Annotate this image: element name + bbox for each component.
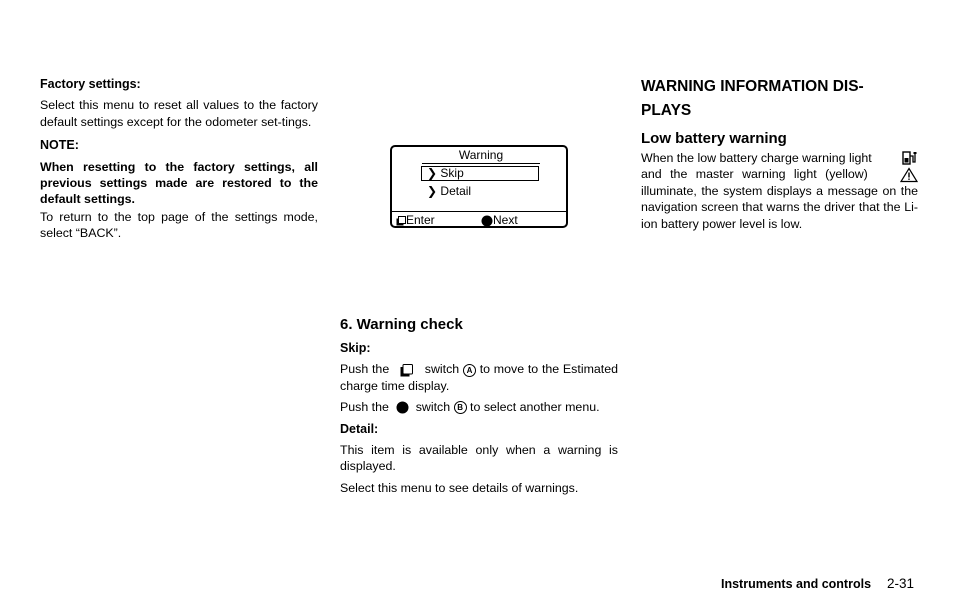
master-warning-icon: [900, 167, 918, 183]
warning-display-illustration: [390, 145, 568, 228]
chevron-right-icon: ❯: [427, 166, 438, 180]
display-item-detail-label: Detail: [440, 184, 472, 198]
low-battery-text-part1: When the low battery charge warning light: [641, 151, 872, 165]
detail-text: This item is available only when a warning is displayed.: [340, 443, 618, 474]
display-next: [481, 213, 518, 227]
warning-check-heading: 6. Warning check: [340, 316, 463, 333]
enter-switch-icon: [396, 216, 406, 226]
skip-text-part3: to move to the Estimated charge time display.: [340, 362, 619, 393]
skip-text-part2: switch: [424, 362, 460, 377]
display-item-detail: [427, 184, 471, 199]
footer-page-number: 2-31: [887, 576, 915, 591]
display-divider: [392, 211, 566, 212]
return-text: To return to the top page of the settings mode, select “BACK”.: [40, 209, 318, 241]
note-label: NOTE:: [40, 138, 79, 153]
section-heading-line2: PLAYS: [641, 102, 692, 119]
display-item-skip: [427, 166, 464, 181]
middle-column: [340, 316, 618, 501]
next-switch-icon: [481, 215, 493, 227]
footer-section-text: Instruments and controls: [721, 577, 872, 591]
skip-text-part1: Push the: [340, 362, 390, 377]
push-text-part2: switch: [415, 400, 451, 415]
push-text-part3: to select another menu.: [470, 400, 600, 415]
push-text-part1: Push the: [340, 400, 389, 415]
select-text: Select this menu to see details of warnings.: [340, 480, 579, 495]
push-text: [340, 399, 618, 415]
enter-label: Enter: [406, 213, 435, 227]
display-item-skip-label: Skip: [440, 166, 464, 180]
low-battery-text: [641, 150, 918, 232]
skip-label: Skip:: [340, 341, 371, 355]
circle-a-marker: A: [463, 364, 476, 377]
chevron-right-icon: ❯: [427, 184, 438, 198]
circle-b-marker: B: [454, 401, 467, 414]
next-switch-icon: [396, 401, 409, 414]
left-column: [40, 76, 318, 247]
factory-settings-text: Select this menu to reset all values to the factory default settings except for the odometer set-tings.: [40, 98, 318, 129]
display-title: Warning: [422, 148, 540, 164]
low-battery-text-part2: and the master warning light (yellow): [641, 167, 868, 182]
next-label: Next: [493, 213, 518, 227]
right-column: [641, 77, 918, 232]
low-battery-text-part3: illuminate, the system displays a message on the navigation screen that warns the driver that the Li-ion battery power level is low.: [641, 183, 918, 231]
factory-settings-heading: Factory settings:: [40, 77, 141, 91]
section-heading-line1: WARNING INFORMATION DIS-: [641, 78, 864, 95]
detail-label: Detail:: [340, 421, 379, 436]
low-battery-heading: Low battery warning: [641, 130, 787, 147]
note-text: When resetting to the factory settings, all previous settings made are restored to the default settings.: [40, 159, 318, 207]
enter-switch-icon: [400, 364, 413, 377]
low-battery-warning-icon: [902, 150, 918, 166]
display-enter: [396, 213, 435, 227]
skip-text: [340, 361, 618, 394]
footer-section-label: [721, 577, 871, 591]
